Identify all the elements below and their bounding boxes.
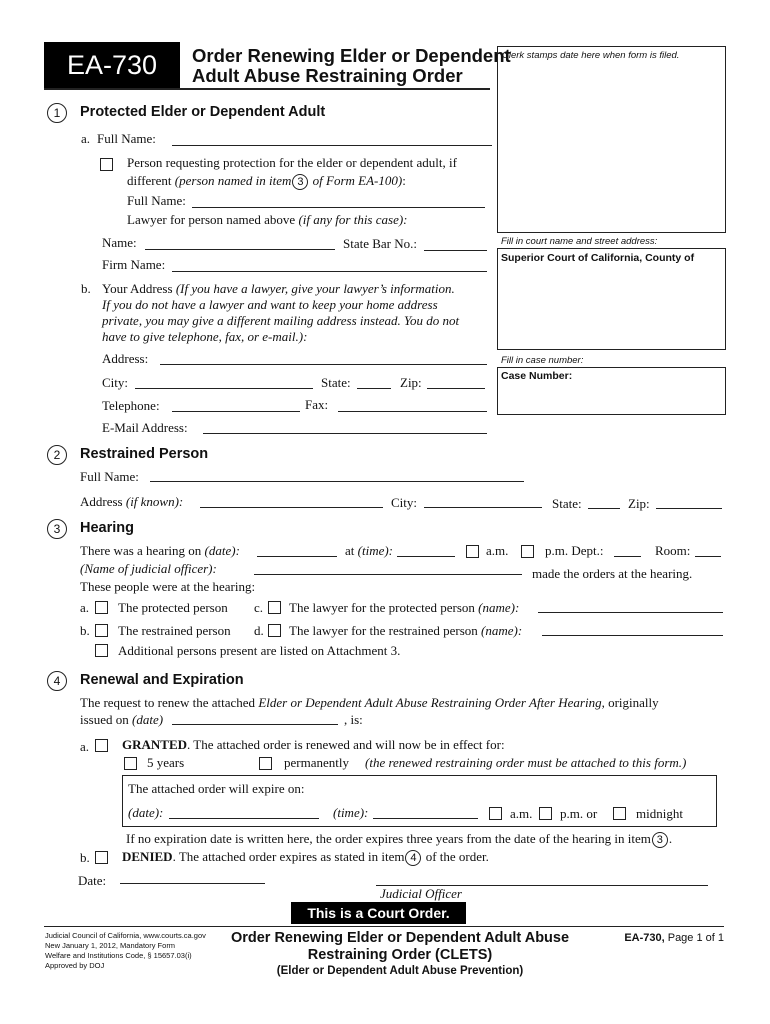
- lawyer-name-input[interactable]: [145, 235, 335, 250]
- case-number-box[interactable]: [497, 367, 726, 415]
- lawyer-italic: (if any for this case):: [298, 212, 408, 227]
- expire-date-label: (date):: [128, 805, 164, 820]
- expire-am-checkbox[interactable]: [489, 807, 502, 820]
- court-name-hint: Fill in court name and street address:: [501, 236, 658, 247]
- form-title-line1: Order Renewing Elder or Dependent: [192, 45, 511, 66]
- state-bar-input[interactable]: [424, 236, 487, 251]
- s2-full-name-label: Full Name:: [80, 469, 139, 484]
- s1-full-name2-input[interactable]: [192, 193, 485, 208]
- s1-b-label: b.: [81, 281, 91, 296]
- permanently-checkbox[interactable]: [259, 757, 272, 770]
- lawyer-label: [127, 212, 408, 228]
- made-orders-text: made the orders at the hearing.: [532, 566, 693, 581]
- section-2-number: 2: [47, 445, 67, 465]
- court-name-box[interactable]: [497, 248, 726, 350]
- header-rule: [44, 88, 490, 90]
- s3-c-label: c.: [254, 600, 264, 615]
- expire-on-label: The attached order will expire on:: [128, 781, 305, 796]
- different-italic: (person named in item: [174, 173, 292, 188]
- hearing-date-label: [80, 543, 240, 559]
- hearing-am-checkbox[interactable]: [466, 545, 479, 558]
- footer-rule: [44, 926, 724, 927]
- item-3-circle: 3: [292, 174, 308, 190]
- s1-address-label: Address:: [102, 351, 149, 366]
- protected-person-label: The protected person: [118, 600, 228, 615]
- footer-left-3: Welfare and Institutions Code, § 15657.03(i): [45, 951, 192, 960]
- s1-zip-label: Zip:: [400, 375, 422, 390]
- restrained-person-label: The restrained person: [118, 623, 231, 638]
- lawyer-restrained-checkbox[interactable]: [268, 624, 281, 637]
- request-italic: Elder or Dependent Adult Abuse Restraining Order After Hearing: [258, 695, 602, 710]
- additional-persons-label: Additional persons present are listed on Attachment 3.: [118, 643, 401, 658]
- restrained-person-checkbox[interactable]: [95, 624, 108, 637]
- s1-email-input[interactable]: [203, 419, 487, 434]
- hearing-date-input[interactable]: [257, 542, 337, 557]
- s1-fax-label: Fax:: [305, 397, 329, 412]
- lawyer-restrained-name-italic: (name):: [481, 623, 523, 638]
- different-pre: different: [127, 173, 175, 188]
- no-expiration-note: [126, 831, 672, 848]
- lawyer-name-label: Name:: [102, 235, 137, 250]
- lawyer-restrained-label: [289, 623, 522, 639]
- expire-pm-checkbox[interactable]: [539, 807, 552, 820]
- five-years-label: 5 years: [147, 755, 185, 770]
- footer-form-id: EA-730,: [624, 932, 665, 944]
- s2-full-name-input[interactable]: [150, 467, 524, 482]
- addr-note4: have to give telephone, fax, or e-mail.):: [102, 329, 308, 344]
- your-address-block: [102, 281, 459, 345]
- section-3-title: Hearing: [80, 520, 134, 536]
- lawyer-restrained-input[interactable]: [542, 621, 723, 636]
- section-3-number: 3: [47, 519, 67, 539]
- footer-left: [45, 931, 206, 971]
- case-number-label: Case Number:: [501, 370, 573, 382]
- footer-page: Page 1 of 1: [664, 932, 724, 944]
- denied-end: of the order.: [422, 849, 489, 864]
- additional-persons-checkbox[interactable]: [95, 644, 108, 657]
- s1-telephone-label: Telephone:: [102, 398, 160, 413]
- form-id-badge: [44, 42, 180, 88]
- hearing-at: at: [345, 543, 358, 558]
- hearing-time-input[interactable]: [397, 542, 455, 557]
- issued-pre: issued on: [80, 712, 132, 727]
- denied-description: . The attached order expires as stated in item: [172, 849, 405, 864]
- denied-label: DENIED: [122, 849, 173, 864]
- hearing-room-label: Room:: [655, 543, 691, 558]
- s4-a-label: a.: [80, 739, 90, 754]
- hearing-date-italic: (date):: [204, 543, 240, 558]
- footer-center-2: Restraining Order (CLETS): [307, 947, 493, 963]
- expire-midnight-checkbox[interactable]: [613, 807, 626, 820]
- section-4-number: 4: [47, 671, 67, 691]
- judicial-officer-label: (Name of judicial officer):: [80, 561, 217, 576]
- s1-state-label: State:: [321, 375, 351, 390]
- issued-post: , is:: [344, 712, 363, 727]
- expire-time-label: (time):: [333, 805, 369, 820]
- form-title: [192, 46, 511, 86]
- case-number-hint: Fill in case number:: [501, 355, 584, 366]
- s2-state-input[interactable]: [588, 494, 620, 509]
- protected-person-checkbox[interactable]: [95, 601, 108, 614]
- s2-address-italic: (if known):: [125, 494, 184, 509]
- s1-address-input[interactable]: [160, 350, 487, 365]
- permanently-note: (the renewed restraining order must be attached to this form.): [365, 755, 687, 770]
- s3-b-label: b.: [80, 623, 90, 638]
- request-post: , originally: [601, 695, 659, 710]
- footer-left-4: Approved by DOJ: [45, 961, 105, 970]
- expiration-box: [122, 775, 717, 827]
- granted-description: . The attached order is renewed and will now be in effect for:: [187, 737, 505, 752]
- granted-checkbox[interactable]: [95, 739, 108, 752]
- lawyer-protected-label: [289, 600, 519, 616]
- person-requesting-checkbox[interactable]: [100, 158, 113, 171]
- lawyer-restrained-pre: The lawyer for the restrained person: [289, 623, 482, 638]
- s1-full-name-label: Full Name:: [97, 131, 156, 146]
- clerk-stamp-note: Clerk stamps date here when form is filed.: [502, 50, 680, 61]
- footer-left-1: Judicial Council of California, www.courts.ca.gov: [45, 931, 206, 940]
- no-expiration-text: If no expiration date is written here, the order expires three years from the date of the hearing in item: [126, 831, 651, 846]
- firm-name-input[interactable]: [172, 257, 487, 272]
- judicial-officer-sign-label: Judicial Officer: [380, 886, 462, 901]
- no-expiration-end: .: [668, 831, 673, 846]
- form-id: EA-730: [66, 50, 158, 80]
- lawyer-protected-checkbox[interactable]: [268, 601, 281, 614]
- hearing-pm-checkbox[interactable]: [521, 545, 534, 558]
- footer-right: [624, 932, 724, 944]
- s3-a-label: a.: [80, 600, 90, 615]
- hearing-am-label: a.m.: [486, 543, 509, 558]
- addr-note3: private, you may give a different mailing address instead. You do not: [102, 313, 460, 328]
- section-1-number: 1: [47, 103, 67, 123]
- denied-text: [122, 849, 489, 866]
- different-end: :: [402, 173, 406, 188]
- s2-address-input[interactable]: [200, 493, 383, 508]
- denied-checkbox[interactable]: [95, 851, 108, 864]
- expire-pm-or-label: p.m. or: [560, 806, 598, 821]
- section-4-title: Renewal and Expiration: [80, 672, 244, 688]
- s2-city-input[interactable]: [424, 493, 542, 508]
- your-address-line1: [102, 281, 459, 297]
- addr-note1: (If you have a lawyer, give your lawyer’s information.: [175, 281, 455, 296]
- hearing-time-label: [345, 543, 393, 559]
- expire-am-label: a.m.: [510, 806, 533, 821]
- s2-zip-input[interactable]: [656, 494, 722, 509]
- expire-time-input[interactable]: [373, 804, 478, 819]
- addr-note2: If you do not have a lawyer and want to keep your home address: [102, 297, 438, 312]
- judicial-officer-input[interactable]: [254, 560, 522, 575]
- issued-on-input[interactable]: [172, 710, 338, 725]
- request-pre: The request to renew the attached: [80, 695, 259, 710]
- person-requesting-text: Person requesting protection for the elder or dependent adult, if: [127, 155, 457, 170]
- s2-city-label: City:: [391, 495, 418, 510]
- clerk-stamp-box[interactable]: [497, 46, 726, 233]
- footer-center-3: (Elder or Dependent Adult Abuse Prevention): [276, 965, 524, 977]
- sign-date-label: Date:: [78, 873, 107, 888]
- footer-center-1: Order Renewing Elder or Dependent Adult Abuse: [230, 930, 570, 946]
- section-2-title: Restrained Person: [80, 446, 209, 462]
- item-4-ref-circle: 4: [405, 850, 421, 866]
- your-address-label: Your Address: [102, 281, 176, 296]
- item-3-ref-circle: 3: [652, 832, 668, 848]
- lawyer-protected-input[interactable]: [538, 598, 723, 613]
- s2-address-pre: Address: [80, 494, 126, 509]
- issued-italic: (date): [132, 712, 164, 727]
- different-italic2: of Form EA-100): [309, 173, 403, 188]
- expire-midnight-label: midnight: [636, 806, 683, 821]
- issued-on-label: [80, 712, 163, 728]
- five-years-checkbox[interactable]: [124, 757, 137, 770]
- footer-left-2: New January 1, 2012, Mandatory Form: [45, 941, 176, 950]
- s3-d-label: d.: [254, 623, 264, 638]
- granted-label: GRANTED: [122, 737, 188, 752]
- permanently-label: permanently: [284, 755, 349, 770]
- hearing-time-italic: (time):: [357, 543, 394, 558]
- s1-telephone-input[interactable]: [172, 397, 300, 412]
- hearing-room-input[interactable]: [695, 542, 721, 557]
- court-order-banner: This is a Court Order.: [291, 902, 466, 924]
- section-1-title: Protected Elder or Dependent Adult: [80, 104, 326, 120]
- person-requesting-text2: [127, 173, 406, 190]
- s1-email-label: E-Mail Address:: [102, 420, 188, 435]
- hearing-pre: There was a hearing on: [80, 543, 205, 558]
- s1-city-label: City:: [102, 375, 129, 390]
- granted-text: [122, 737, 505, 753]
- s1-zip-input[interactable]: [427, 374, 485, 389]
- s1-full-name-input[interactable]: [172, 131, 492, 146]
- state-bar-label: State Bar No.:: [343, 236, 418, 251]
- people-present-label: These people were at the hearing:: [80, 579, 256, 594]
- footer-center: [210, 930, 590, 979]
- s1-state-input[interactable]: [357, 374, 391, 389]
- renewal-request-text: [80, 695, 659, 711]
- firm-name-label: Firm Name:: [102, 257, 166, 272]
- s4-b-label: b.: [80, 850, 90, 865]
- hearing-dept-input[interactable]: [614, 542, 641, 557]
- s1-full-name2-label: Full Name:: [127, 193, 186, 208]
- expire-date-input[interactable]: [169, 804, 319, 819]
- lawyer-protected-pre: The lawyer for the protected person: [289, 600, 479, 615]
- lawyer-pre: Lawyer for person named above: [127, 212, 299, 227]
- hearing-pm-dept-label: p.m. Dept.:: [545, 543, 604, 558]
- lawyer-protected-name-italic: (name):: [478, 600, 520, 615]
- s2-address-label: [80, 494, 183, 510]
- s1-fax-input[interactable]: [338, 397, 487, 412]
- form-title-line2: Adult Abuse Restraining Order: [192, 65, 463, 86]
- court-name-label: Superior Court of California, County of: [501, 252, 695, 264]
- s2-state-label: State:: [552, 496, 582, 511]
- s1-city-input[interactable]: [135, 374, 313, 389]
- sign-date-input[interactable]: [120, 869, 265, 884]
- s1-a-label: a.: [81, 131, 91, 146]
- s2-zip-label: Zip:: [628, 496, 650, 511]
